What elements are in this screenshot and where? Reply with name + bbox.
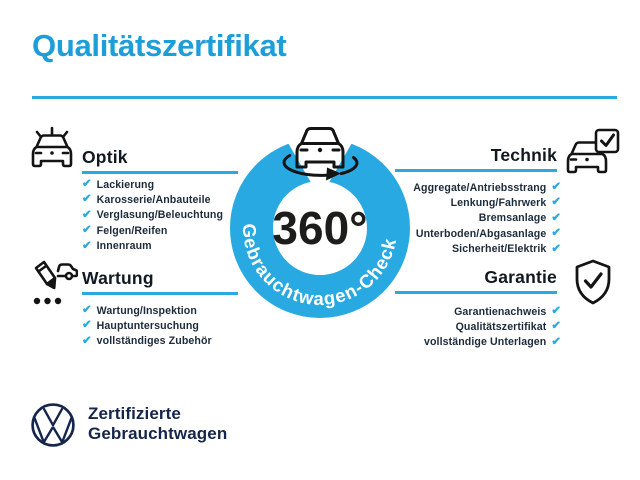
list-item: Sicherheit/Elektrik ✔ [452,242,561,256]
list-item: Unterboden/Abgasanlage ✔ [415,227,561,240]
section-title-garantie: Garantie [484,267,557,287]
check-icon: ✔ [551,320,561,333]
check-icon: ✔ [82,334,92,347]
360-check-badge [215,112,427,332]
list-item: ✔ Innenraum [82,239,152,253]
vw-logo [30,402,76,448]
check-icon: ✔ [551,196,561,209]
check-icon: ✔ [551,242,561,255]
page-title: Qualitätszertifikat [32,28,287,63]
check-icon: ✔ [82,319,92,332]
brand-text [88,404,227,444]
check-icon: ✔ [82,239,92,252]
list-item: ✔ Hauptuntersuchung [82,319,199,333]
list-item: ✔ Lackierung [82,177,155,191]
list-item: Aggregate/Antriebsstrang ✔ [413,180,561,194]
check-icon: ✔ [551,227,561,240]
car-checkbox-icon [564,126,622,178]
check-icon: ✔ [82,177,92,190]
list-item: ✔ Verglasung/Beleuchtung [82,208,224,222]
check-icon: ✔ [82,208,92,221]
service-checklist-icon [26,256,78,312]
list-item: ✔ Karosserie/Anbauteile [82,193,211,207]
check-icon: ✔ [551,335,561,348]
list-item: ✔ Wartung/Inspektion [82,303,197,317]
ring-label: Gebrauchtwagen-Check [238,223,401,309]
list-item: ✔ Felgen/Reifen [82,224,168,237]
list-item: Bremsanlage ✔ [478,211,561,225]
check-icon: ✔ [551,211,561,224]
list-item: Lenkung/Fahrwerk ✔ [450,196,561,210]
garantie-checklist [424,304,561,350]
badge-value: 360° [272,202,368,254]
list-item: Qualitätszertifikat ✔ [455,320,561,334]
list-item: Garantienachweis ✔ [454,304,561,318]
list-item: ✔ vollständiges Zubehör [82,334,212,348]
technik-checklist [413,180,561,257]
check-icon: ✔ [551,304,561,317]
check-icon: ✔ [82,224,92,237]
brand-line1: Zertifizierte [88,404,181,423]
brand-line2: Gebrauchtwagen [88,424,228,443]
check-icon: ✔ [82,193,92,206]
list-item: vollständige Unterlagen ✔ [423,335,561,349]
title-divider [32,96,617,99]
optik-checklist [82,177,223,254]
shiny-car-icon [28,124,76,176]
shield-check-icon [572,258,614,306]
section-title-optik: Optik [82,147,128,167]
wartung-checklist [82,303,212,349]
check-icon: ✔ [82,303,92,316]
section-title-wartung: Wartung [82,268,154,288]
check-icon: ✔ [551,180,561,193]
section-title-technik: Technik [490,145,557,165]
